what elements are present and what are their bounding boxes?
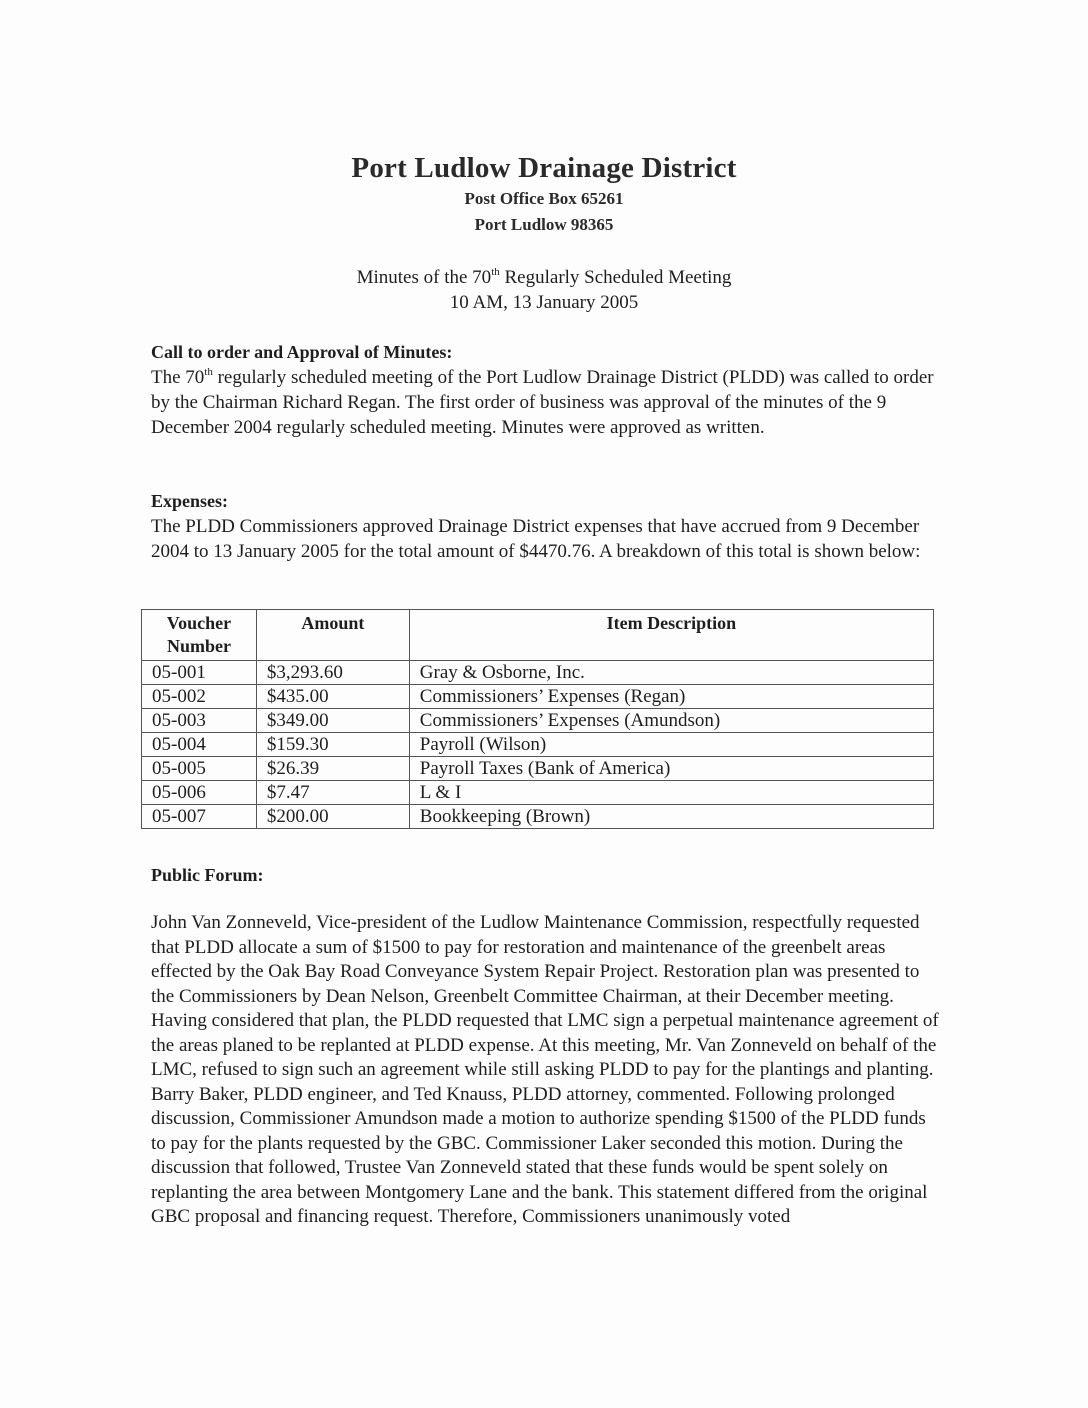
address-line-2: Port Ludlow 98365 — [474, 215, 614, 234]
subtitle-ordinal: th — [491, 266, 500, 278]
meeting-date: 10 AM, 13 January 2005 — [449, 292, 639, 313]
table-row — [142, 757, 934, 781]
call-to-order-text-start: The 70 — [151, 367, 205, 388]
voucher-number: 05-001 — [142, 661, 257, 685]
table-row — [142, 709, 934, 733]
voucher-number: 05-004 — [142, 733, 257, 757]
amount: $349.00 — [256, 709, 409, 733]
public-forum-text: John Van Zonneveld, Vice-president of the Ludlow Maintenance Commission, respectfully requested that PLDD allocate a sum of $1500 to pay for restoration and maintenance of the greenbelt areas effected by the Oak Bay Road Conveyance System Repair Project. Restoration plan was presented to the Commissioners by Dean Nelson, Greenbelt Committee Chairman, at their December meeting. Having considered that plan, the PLDD requested that LMC sign a perpetual maintenance agreement of the areas planed to be replanted at PLDD expense. At this meeting, Mr. Van Zonneveld on behalf of the LMC, refused to sign such an agreement while still asking PLDD to pay for the plantings and planting. Barry Baker, PLDD engineer, and Ted Knauss, PLDD attorney, commented. Following prolonged discussion, Commissioner Amundson made a motion to authorize spending $1500 of the PLDD funds to pay for the plants requested by the GBC. Commissioner Laker seconded this motion. During the discussion that followed, Trustee Van Zonneveld stated that these funds would be spent solely on replanting the area between Montgomery Lane and the bank. This statement differed from the original GBC proposal and financing request. Therefore, Commissioners unanimously voted — [151, 912, 939, 1227]
table-row — [142, 781, 934, 805]
call-to-order-ordinal: th — [204, 366, 213, 378]
subtitle-text-rest: Regularly Scheduled Meeting — [499, 267, 732, 288]
table-row — [142, 685, 934, 709]
call-to-order-text — [151, 365, 941, 440]
amount: $3,293.60 — [256, 661, 409, 685]
amount: $435.00 — [256, 685, 409, 709]
section-heading-call-to-order: Call to order and Approval of Minutes: — [151, 342, 453, 362]
public-forum-section — [151, 911, 941, 1230]
table-header-row — [142, 610, 934, 661]
amount: $7.47 — [256, 781, 409, 805]
item-description: Payroll Taxes (Bank of America) — [409, 757, 933, 781]
item-description: Bookkeeping (Brown) — [409, 805, 933, 829]
item-description: Commissioners’ Expenses (Amundson) — [409, 709, 933, 733]
item-description: Commissioners’ Expenses (Regan) — [409, 685, 933, 709]
voucher-number: 05-006 — [142, 781, 257, 805]
address-line-1: Post Office Box 65261 — [464, 189, 624, 208]
call-to-order-text-rest: regularly scheduled meeting of the Port Ludlow Drainage District (PLDD) was called to order by the Chairman Richard Regan. The first order of business was approval of the minutes of the 9 December 2004 regularly scheduled meeting. Minutes were approved as written. — [151, 367, 934, 438]
voucher-number: 05-007 — [142, 805, 257, 829]
amount: $159.30 — [256, 733, 409, 757]
document-title: Port Ludlow Drainage District — [351, 152, 737, 184]
table-row — [142, 661, 934, 685]
expenses-section — [151, 489, 941, 564]
voucher-number: 05-003 — [142, 709, 257, 733]
column-header-description: Item Description — [409, 610, 933, 661]
amount: $200.00 — [256, 805, 409, 829]
column-header-amount: Amount — [256, 610, 409, 661]
voucher-number: 05-002 — [142, 685, 257, 709]
meeting-subtitle — [0, 267, 1088, 289]
expenses-table — [141, 609, 934, 829]
public-forum-heading-block — [151, 863, 941, 888]
item-description: L & I — [409, 781, 933, 805]
table-row — [142, 733, 934, 757]
voucher-number: 05-005 — [142, 757, 257, 781]
item-description: Gray & Osborne, Inc. — [409, 661, 933, 685]
subtitle-text: Minutes of the 70 — [356, 267, 492, 288]
section-heading-public-forum: Public Forum: — [151, 865, 264, 885]
column-header-voucher: Voucher Number — [142, 610, 257, 661]
amount: $26.39 — [256, 757, 409, 781]
expenses-text: The PLDD Commissioners approved Drainage District expenses that have accrued from 9 December 2004 to 13 January 2005 for the total amount of $4470.76. A breakdown of this total is shown below: — [151, 516, 921, 562]
call-to-order-section — [151, 340, 941, 440]
section-heading-expenses: Expenses: — [151, 491, 229, 511]
item-description: Payroll (Wilson) — [409, 733, 933, 757]
table-row — [142, 805, 934, 829]
